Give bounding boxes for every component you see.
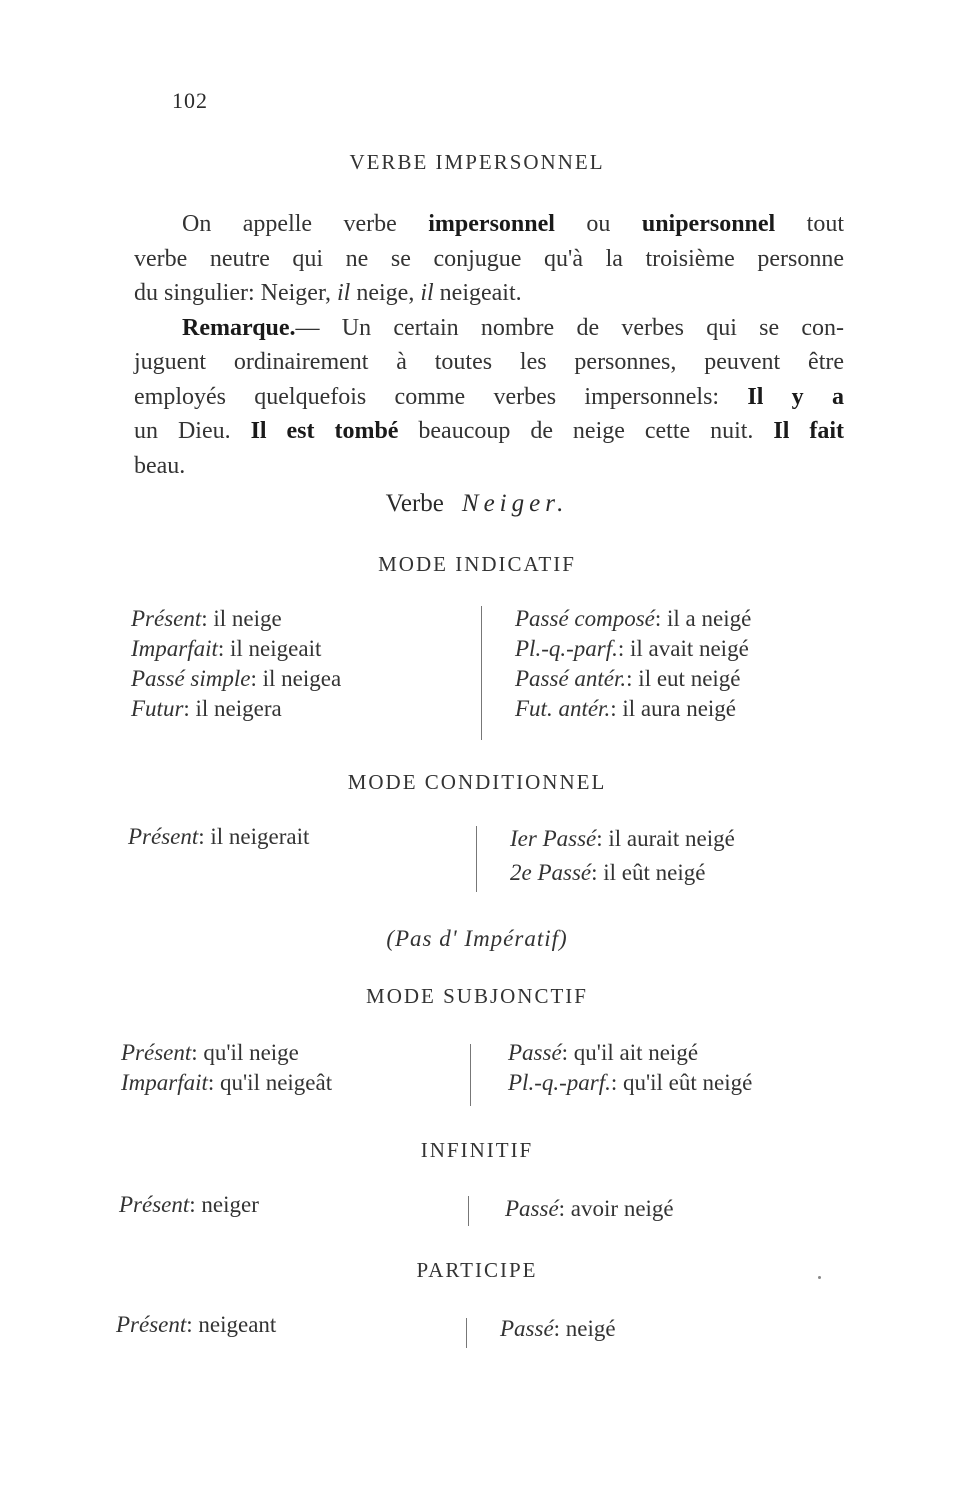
infinitif-left	[119, 1190, 259, 1220]
indicatif-futur: Futur: il neigera	[131, 696, 282, 721]
indicatif-present: Présent: il neige	[131, 606, 282, 631]
infinitif-present: Présent: neiger	[119, 1192, 259, 1217]
conditionnel-left	[128, 822, 309, 852]
remarque-line-3: employés quelquefois comme verbes impersonnels: Il y a	[134, 383, 844, 410]
column-divider	[468, 1196, 469, 1226]
column-divider	[470, 1044, 471, 1106]
participe-passe: Passé: neigé	[500, 1316, 616, 1341]
subjonctif-left	[121, 1038, 332, 1098]
print-speck	[818, 1276, 821, 1279]
page-number: 102	[172, 88, 208, 113]
remarque-line-4: un Dieu. Il est tombé beaucoup de neige cette nuit. Il fait	[134, 418, 844, 444]
subjonctif-imparfait: Imparfait: qu'il neigeât	[121, 1070, 333, 1095]
indicatif-futur-anterieur: Fut. antér.: il aura neigé	[515, 696, 737, 721]
column-divider	[466, 1318, 467, 1348]
subjonctif-passe: Passé: qu'il ait neigé	[508, 1040, 699, 1065]
indicatif-right	[515, 604, 751, 724]
remarque-line-5: beau.	[134, 452, 186, 479]
indicatif-heading: MODE INDICATIF	[378, 552, 576, 576]
conditionnel-present: Présent: il neigerait	[128, 824, 310, 849]
indicatif-passe-compose: Passé composé: il a neigé	[515, 606, 752, 631]
imperatif-note: (Pas d' Impératif)	[386, 926, 568, 951]
section-title: VERBE IMPERSONNEL	[349, 150, 605, 174]
remarque-line-1: Remarque.— Un certain nombre de verbes qui se con-	[182, 314, 844, 341]
column-divider	[476, 826, 477, 892]
verb-title: Verbe Neiger.	[385, 490, 569, 517]
infinitif-right	[505, 1194, 674, 1224]
conditionnel-premier-passe: Ier Passé: il aurait neigé	[510, 826, 735, 851]
conditionnel-heading: MODE CONDITIONNEL	[347, 770, 607, 794]
conditionnel-right	[510, 822, 735, 890]
infinitif-heading: INFINITIF	[420, 1138, 534, 1162]
indicatif-passe-anterieur: Passé antér.: il eut neigé	[515, 666, 741, 691]
indicatif-left	[131, 604, 341, 724]
intro-line-3: du singulier: Neiger, il neige, il neigeait.	[134, 280, 522, 306]
intro-line-2: verbe neutre qui ne se conjugue qu'à la troisième personne	[134, 245, 844, 272]
column-divider	[481, 606, 482, 740]
indicatif-imparfait: Imparfait: il neigeait	[131, 636, 322, 661]
conditionnel-deuxieme-passe: 2e Passé: il eût neigé	[510, 860, 706, 885]
participe-left	[116, 1310, 276, 1340]
intro-paragraph	[134, 207, 844, 483]
infinitif-passe: Passé: avoir neigé	[505, 1196, 674, 1221]
participe-right	[500, 1314, 616, 1344]
subjonctif-plus-que-parfait: Pl.-q.-parf.: qu'il eût neigé	[508, 1070, 753, 1095]
intro-line-1: On appelle verbe impersonnel ou unipersonnel tout	[182, 211, 845, 237]
remarque-line-2: juguent ordinairement à toutes les personnes, peuvent être	[134, 349, 844, 375]
indicatif-passe-simple: Passé simple: il neigea	[131, 666, 342, 691]
participe-heading: PARTICIPE	[416, 1258, 538, 1282]
indicatif-plus-que-parfait: Pl.-q.-parf.: il avait neigé	[515, 636, 749, 661]
subjonctif-heading: MODE SUBJONCTIF	[366, 984, 588, 1008]
subjonctif-right	[508, 1038, 752, 1098]
participe-present: Présent: neigeant	[116, 1312, 277, 1337]
subjonctif-present: Présent: qu'il neige	[121, 1040, 299, 1065]
